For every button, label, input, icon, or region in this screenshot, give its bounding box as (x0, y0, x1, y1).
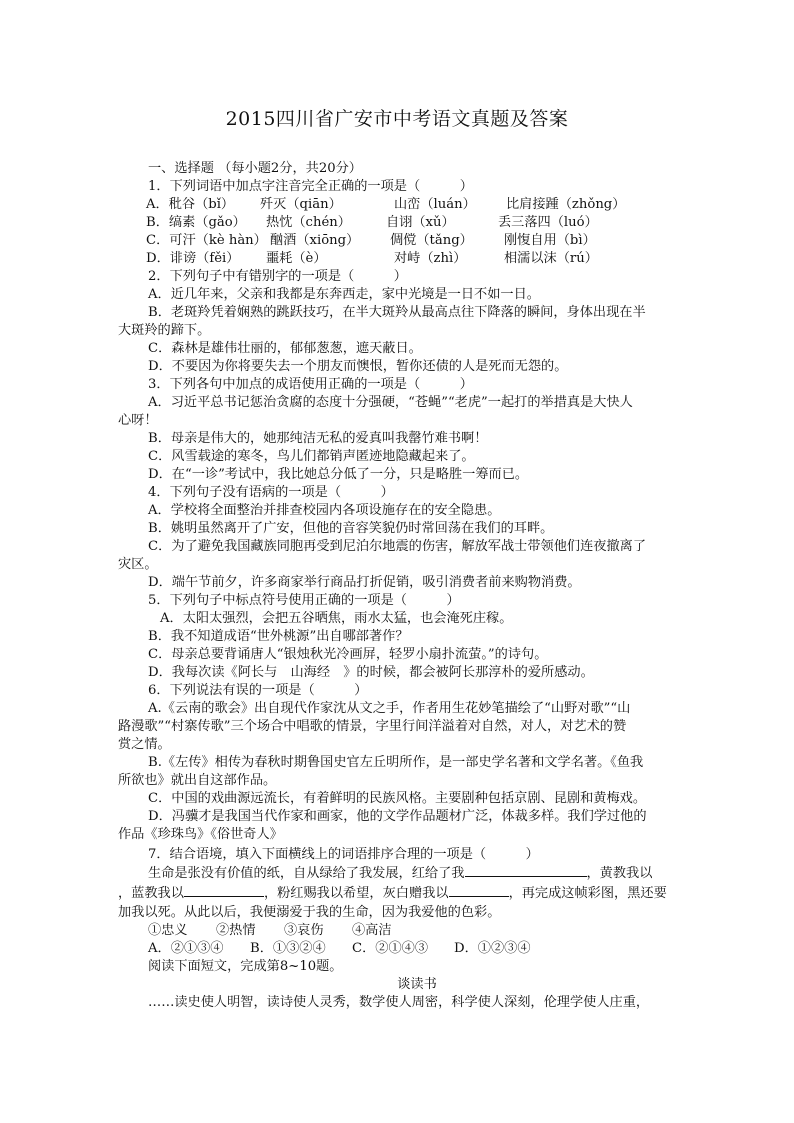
question-7-stem: 7．结合语境，填入下面横线上的词语排序合理的一项是（ ） (148, 847, 539, 862)
question-2-option-c: C．森林是雄伟壮丽的，郁郁葱葱，遮天蔽日。 (148, 341, 422, 356)
q7-word-4: ④高洁 (352, 923, 392, 938)
question-4-option-d: D．端午节前夕，许多商家举行商品打折促销，吸引消费者前来购物消费。 (148, 575, 581, 590)
q7-option-a: A．②①③④ (148, 941, 224, 956)
question-3-option-a-cont: 心呀！ (118, 413, 158, 428)
question-4-stem: 4．下列句子没有语病的一项是（ ） (148, 485, 394, 500)
q7-text: ，蓝教我以 (118, 886, 184, 901)
q1-b-2: 热忱（chén） (266, 215, 351, 230)
question-4-option-a: A．学校将全面整治并排查校园内各项设施存在的安全隐患。 (148, 503, 501, 518)
question-3-stem: 3．下列各句中加点的成语使用正确的一项是（ ） (148, 377, 473, 392)
section-heading: 一、选择题 （每小题2分，共20分） (148, 161, 362, 176)
question-7-passage-line1 (148, 864, 652, 883)
q7-option-d: D．①②③④ (454, 941, 531, 956)
question-6-option-a-cont2: 赏之情。 (118, 737, 171, 752)
question-7-passage-line3: 加我以死。从此以后，我便溺爱于我的生命，因为我爱他的色彩。 (118, 905, 501, 920)
q1-b-4: 丢三落四（luó） (498, 215, 598, 230)
question-6-option-d-cont: 作品《珍珠鸟》《俗世奇人》 (118, 827, 283, 842)
question-4-option-b: B．姚明虽然离开了广安，但他的音容笑貌仍时常回荡在我们的耳畔。 (148, 521, 554, 536)
question-6-option-a-cont1: 路漫歌”“村寨传歌”三个场合中唱歌的情景，字里行间洋溢着对自然，对人，对艺术的赞 (118, 719, 627, 734)
answer-blank-3 (449, 884, 509, 897)
question-6-option-a: A.《云南的歌会》出自现代作家沈从文之手，作者用生花妙笔描绘了“山野对歌”“山 (148, 701, 631, 716)
q1-d-1: D．诽谤（fěi） (146, 251, 240, 266)
question-2-option-d: D．不要因为你将要失去一个朋友而懊恨，暂你还债的人是死而无怨的。 (148, 359, 568, 374)
q7-text: 生命是张没有价值的纸，自从绿给了我发展，红给了我 (148, 866, 465, 881)
q7-option-c: C．②①④③ (352, 941, 429, 956)
question-5-option-a: A．太阳太强烈，会把五谷晒焦，雨水太猛，也会淹死庄稼。 (160, 611, 513, 626)
question-1-stem: 1．下列词语中加点字注音完全正确的一项是（ ） (148, 179, 473, 194)
q7-word-2: ②热情 (216, 923, 256, 938)
q1-d-2: 噩耗（è） (266, 251, 327, 266)
question-2-option-b: B．老斑羚凭着娴熟的跳跃技巧，在半大斑羚从最高点往下降落的瞬间，身体出现在半 (148, 305, 646, 320)
q1-c-2: 酗酒（xiōng） (270, 233, 360, 248)
page-title: 2015四川省广安市中考语文真题及答案 (225, 108, 569, 130)
q1-a-1: A．秕谷（bǐ） (146, 197, 235, 212)
question-3-option-b: B．母亲是伟大的，她那纯洁无私的爱真叫我罄竹难书啊！ (148, 431, 488, 446)
question-5-option-c: C．母亲总要背诵唐人“银烛秋光冷画屏，轻罗小扇扑流萤。”的诗句。 (148, 647, 548, 662)
question-4-option-c: C．为了避免我国藏族同胞再受到尼泊尔地震的伤害，解放军战士带领他们连夜撤离了 (148, 539, 647, 554)
q7-word-1: ①忠义 (148, 923, 188, 938)
question-6-option-b: B.《左传》相传为春秋时期鲁国史官左丘明所作，是一部史学名著和文学名著。《鱼我 (148, 755, 644, 770)
q1-d-3: 对峙（zhì） (394, 251, 467, 266)
question-2-stem: 2．下列句子中有错别字的一项是（ ） (148, 269, 407, 284)
reading-paragraph: ……读史使人明智，读诗使人灵秀，数学使人周密，科学使人深刻，伦理学使人庄重， (148, 995, 650, 1010)
question-5-stem: 5．下列句子中标点符号使用正确的一项是（ ） (148, 593, 460, 608)
question-4-option-c-cont: 灾区。 (118, 557, 158, 572)
question-6-stem: 6．下列说法有误的一项是（ ） (148, 683, 368, 698)
q1-b-1: B．缟素（gǎo） (146, 215, 246, 230)
question-2-option-a: A．近几年来，父亲和我都是东奔西走，家中光境是一日不如一日。 (148, 287, 540, 302)
q7-word-3: ③哀伤 (284, 923, 324, 938)
reading-intro: 阅读下面短文，完成第8~10题。 (148, 959, 343, 974)
q1-a-2: 歼灭（qiān） (260, 197, 342, 212)
q1-c-3: 倜傥（tǎng） (390, 233, 473, 248)
q1-a-4: 比肩接踵（zhǒng） (506, 197, 626, 212)
question-3-option-c: C．风雪载途的寒冬，鸟儿们都销声匿迹地隐藏起来了。 (148, 449, 475, 464)
q7-text: ，黄教我以 (586, 866, 653, 881)
question-2-option-b-cont: 大斑羚的蹄下。 (118, 323, 211, 338)
q1-c-4: 刚愎自用（bì） (504, 233, 596, 248)
question-7-passage-line2 (118, 884, 667, 903)
q7-option-b: B．①③②④ (250, 941, 326, 956)
q1-a-3: 山峦（luán） (394, 197, 476, 212)
reading-title: 谈读书 (397, 977, 437, 992)
q1-d-4: 相濡以沫（rú） (504, 251, 598, 266)
question-3-option-a: A．习近平总书记惩治贪腐的态度十分强硬，“苍蝇”“老虎”一起打的举措真是大快人 (148, 395, 633, 410)
q1-b-3: 自诩（xǔ） (386, 215, 455, 230)
q7-text: ，粉红赐我以希望，灰白赠我以 (263, 886, 449, 901)
question-6-option-c: C．中国的戏曲源远流长，有着鲜明的民族风格。主要剧种包括京剧、昆剧和黄梅戏。 (148, 791, 647, 806)
answer-blank-1 (465, 864, 587, 877)
answer-blank-2 (184, 884, 264, 897)
question-6-option-d: D．冯骥才是我国当代作家和画家，他的文学作品题材广泛，体裁多样。我们学过他的 (148, 809, 647, 824)
question-6-option-b-cont: 所欲也》就出自这部作品。 (118, 773, 277, 788)
q1-c-1: C．可汗（kè hàn） (146, 233, 267, 248)
question-3-option-d: D．在“一诊”考试中，我比她总分低了一分，只是略胜一筹而已。 (148, 467, 529, 482)
question-5-option-d: D．我每次读《阿长与 山海经 》的时候，都会被阿长那淳朴的爱所感动。 (148, 665, 594, 680)
question-5-option-b: B．我不知道成语“世外桃源”出自哪部著作？ (148, 629, 409, 644)
q7-text: ，再完成这帧彩图，黑还要 (508, 886, 667, 901)
